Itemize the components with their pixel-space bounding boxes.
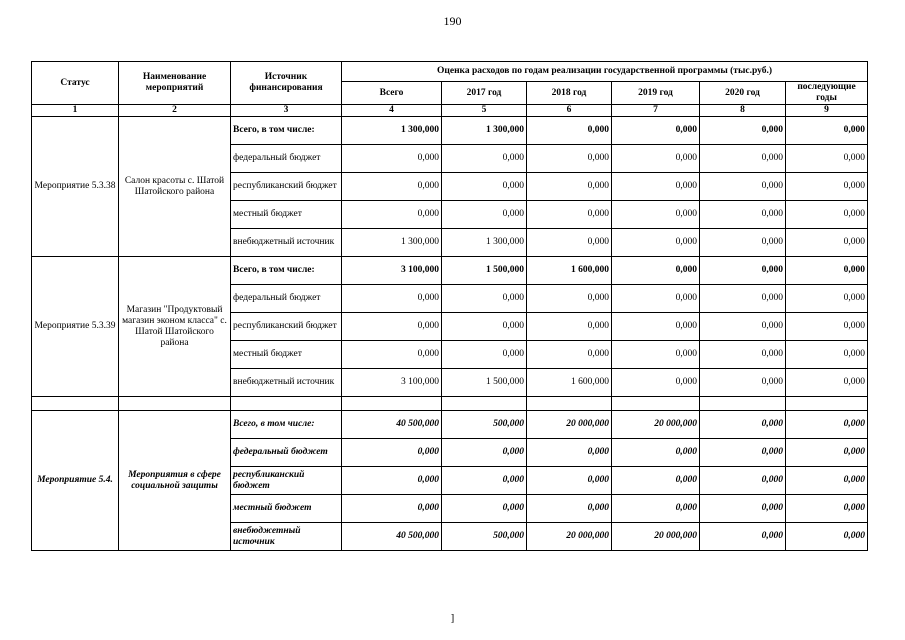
value-cell: 500,000 xyxy=(442,523,527,551)
source-cell: республиканский бюджет xyxy=(231,173,342,201)
empty-row xyxy=(32,397,868,411)
source-cell: внебюджетный источник xyxy=(231,523,342,551)
source-cell: местный бюджет xyxy=(231,495,342,523)
value-cell: 0,000 xyxy=(612,439,700,467)
value-cell: 0,000 xyxy=(786,369,868,397)
colnum: 7 xyxy=(612,105,700,117)
value-cell: 0,000 xyxy=(700,467,786,495)
value-cell: 0,000 xyxy=(527,145,612,173)
source-cell: внебюджетный источник xyxy=(231,229,342,257)
value-cell: 0,000 xyxy=(700,145,786,173)
value-cell: 0,000 xyxy=(442,467,527,495)
value-cell: 1 500,000 xyxy=(442,257,527,285)
colnum: 4 xyxy=(342,105,442,117)
source-cell: Всего, в том числе: xyxy=(231,411,342,439)
value-cell: 0,000 xyxy=(442,313,527,341)
value-cell: 0,000 xyxy=(612,467,700,495)
value-cell: 0,000 xyxy=(786,411,868,439)
source-cell: местный бюджет xyxy=(231,201,342,229)
value-cell: 0,000 xyxy=(786,285,868,313)
header-source: Источник финансирования xyxy=(231,62,342,105)
source-cell: Всего, в том числе: xyxy=(231,257,342,285)
value-cell: 0,000 xyxy=(700,369,786,397)
measure-name-cell: Магазин "Продуктовый магазин эконом класса" с. Шатой Шатойского района xyxy=(119,257,231,397)
value-cell: 0,000 xyxy=(342,201,442,229)
value-cell: 0,000 xyxy=(527,117,612,145)
value-cell: 0,000 xyxy=(342,285,442,313)
colnum: 5 xyxy=(442,105,527,117)
value-cell: 20 000,000 xyxy=(612,523,700,551)
value-cell: 0,000 xyxy=(612,257,700,285)
value-cell: 0,000 xyxy=(786,439,868,467)
value-cell: 0,000 xyxy=(700,229,786,257)
value-cell: 0,000 xyxy=(612,201,700,229)
value-cell: 0,000 xyxy=(612,285,700,313)
value-cell: 0,000 xyxy=(527,229,612,257)
value-cell: 1 300,000 xyxy=(342,117,442,145)
value-cell: 20 000,000 xyxy=(527,523,612,551)
value-cell: 0,000 xyxy=(786,257,868,285)
value-cell: 0,000 xyxy=(342,467,442,495)
value-cell: 0,000 xyxy=(700,411,786,439)
value-cell: 0,000 xyxy=(700,439,786,467)
colnum: 9 xyxy=(786,105,868,117)
value-cell: 0,000 xyxy=(527,341,612,369)
value-cell: 0,000 xyxy=(527,201,612,229)
value-cell: 0,000 xyxy=(612,313,700,341)
colnum: 1 xyxy=(32,105,119,117)
value-cell: 0,000 xyxy=(700,117,786,145)
value-cell: 20 000,000 xyxy=(527,411,612,439)
value-cell: 0,000 xyxy=(700,285,786,313)
table-row xyxy=(32,117,868,145)
value-cell: 1 600,000 xyxy=(527,257,612,285)
value-cell: 500,000 xyxy=(442,411,527,439)
value-cell: 3 100,000 xyxy=(342,369,442,397)
source-cell: федеральный бюджет xyxy=(231,285,342,313)
value-cell: 0,000 xyxy=(442,341,527,369)
value-cell: 0,000 xyxy=(612,173,700,201)
value-cell: 0,000 xyxy=(700,341,786,369)
value-cell: 0,000 xyxy=(786,145,868,173)
colnum: 6 xyxy=(527,105,612,117)
header-total: Всего xyxy=(342,82,442,105)
value-cell: 0,000 xyxy=(527,313,612,341)
value-cell: 0,000 xyxy=(612,229,700,257)
value-cell: 0,000 xyxy=(700,313,786,341)
status-cell: Мероприятие 5.3.38 xyxy=(32,117,119,257)
value-cell: 0,000 xyxy=(342,313,442,341)
source-cell: республиканский бюджет xyxy=(231,313,342,341)
value-cell: 0,000 xyxy=(527,285,612,313)
value-cell: 0,000 xyxy=(786,495,868,523)
value-cell: 0,000 xyxy=(442,439,527,467)
header-estimate: Оценка расходов по годам реализации государственной программы (тыс.руб.) xyxy=(342,62,868,82)
header-status: Статус xyxy=(32,62,119,105)
value-cell: 0,000 xyxy=(527,439,612,467)
source-cell: федеральный бюджет xyxy=(231,145,342,173)
table-row xyxy=(32,257,868,285)
value-cell: 0,000 xyxy=(342,145,442,173)
page-number: 190 xyxy=(443,14,462,28)
source-cell: местный бюджет xyxy=(231,341,342,369)
value-cell: 0,000 xyxy=(527,173,612,201)
value-cell: 0,000 xyxy=(700,523,786,551)
value-cell: 0,000 xyxy=(442,145,527,173)
value-cell: 40 500,000 xyxy=(342,411,442,439)
status-cell: Мероприятие 5.3.39 xyxy=(32,257,119,397)
value-cell: 1 300,000 xyxy=(342,229,442,257)
value-cell: 0,000 xyxy=(700,201,786,229)
value-cell: 0,000 xyxy=(786,229,868,257)
value-cell: 0,000 xyxy=(700,173,786,201)
value-cell: 0,000 xyxy=(442,173,527,201)
value-cell: 0,000 xyxy=(612,495,700,523)
value-cell: 20 000,000 xyxy=(612,411,700,439)
header-2020: 2020 год xyxy=(700,82,786,105)
header-later: последующие годы xyxy=(786,82,868,105)
footer-mark: ] xyxy=(450,612,455,624)
colnum: 8 xyxy=(700,105,786,117)
value-cell: 0,000 xyxy=(700,495,786,523)
value-cell: 3 100,000 xyxy=(342,257,442,285)
measure-name-cell: Салон красоты с. Шатой Шатойского района xyxy=(119,117,231,257)
header-2018: 2018 год xyxy=(527,82,612,105)
value-cell: 0,000 xyxy=(342,341,442,369)
value-cell: 0,000 xyxy=(342,173,442,201)
value-cell: 0,000 xyxy=(786,117,868,145)
value-cell: 1 600,000 xyxy=(527,369,612,397)
value-cell: 0,000 xyxy=(786,341,868,369)
value-cell: 1 300,000 xyxy=(442,117,527,145)
value-cell: 0,000 xyxy=(612,117,700,145)
header-2017: 2017 год xyxy=(442,82,527,105)
value-cell: 0,000 xyxy=(612,145,700,173)
measure-name-cell: Мероприятия в сфере социальной защиты xyxy=(119,411,231,551)
header-2019: 2019 год xyxy=(612,82,700,105)
header-name: Наименование мероприятий xyxy=(119,62,231,105)
value-cell: 0,000 xyxy=(786,173,868,201)
value-cell: 40 500,000 xyxy=(342,523,442,551)
value-cell: 0,000 xyxy=(700,257,786,285)
status-cell: Мероприятие 5.4. xyxy=(32,411,119,551)
source-cell: федеральный бюджет xyxy=(231,439,342,467)
value-cell: 0,000 xyxy=(612,341,700,369)
value-cell: 1 500,000 xyxy=(442,369,527,397)
value-cell: 0,000 xyxy=(786,313,868,341)
value-cell: 1 300,000 xyxy=(442,229,527,257)
value-cell: 0,000 xyxy=(527,495,612,523)
source-cell: республиканский бюджет xyxy=(231,467,342,495)
table-row xyxy=(32,411,868,439)
colnum: 3 xyxy=(231,105,342,117)
value-cell: 0,000 xyxy=(442,495,527,523)
value-cell: 0,000 xyxy=(786,467,868,495)
value-cell: 0,000 xyxy=(612,369,700,397)
budget-table xyxy=(31,61,868,551)
value-cell: 0,000 xyxy=(786,201,868,229)
value-cell: 0,000 xyxy=(442,201,527,229)
value-cell: 0,000 xyxy=(527,467,612,495)
value-cell: 0,000 xyxy=(342,495,442,523)
source-cell: Всего, в том числе: xyxy=(231,117,342,145)
value-cell: 0,000 xyxy=(786,523,868,551)
colnum: 2 xyxy=(119,105,231,117)
source-cell: внебюджетный источник xyxy=(231,369,342,397)
value-cell: 0,000 xyxy=(342,439,442,467)
value-cell: 0,000 xyxy=(442,285,527,313)
